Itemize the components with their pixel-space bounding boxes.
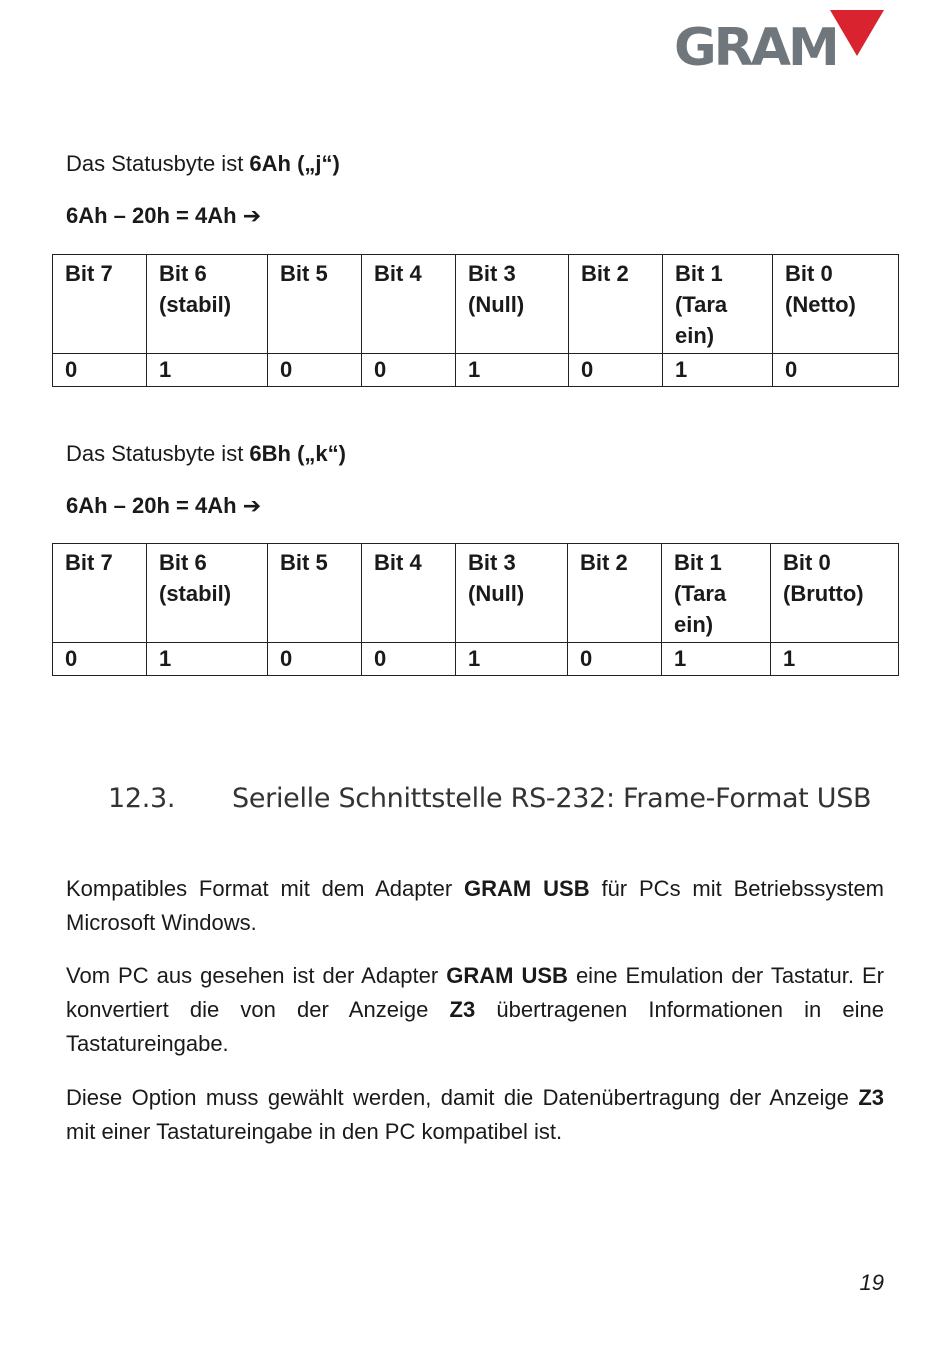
status-prefix: Das Statusbyte ist <box>66 151 250 176</box>
table-header-row <box>53 255 899 354</box>
table-header-row <box>53 544 899 643</box>
paragraph-text: eine Emulation der Tastatur. Er konvertiert die von der Anzeige <box>66 963 884 1022</box>
device-name: Z3 <box>858 1085 884 1110</box>
value-cell: 1 <box>771 643 899 676</box>
red-triangle-icon <box>824 8 886 60</box>
header-cell: Bit 3 (Null) <box>456 255 569 354</box>
gram-logo <box>674 8 888 78</box>
paragraph-text: Diese Option muss gewählt werden, damit die Datenübertragung der Anzeige <box>66 1085 859 1110</box>
device-name: Z3 <box>449 997 476 1022</box>
formula-line-2 <box>66 493 261 519</box>
paragraph-text: Kompatibles Format mit dem Adapter <box>66 876 465 901</box>
page-number: 19 <box>859 1270 884 1295</box>
header-cell: Bit 7 <box>53 544 147 643</box>
status-prefix: Das Statusbyte ist <box>66 441 250 466</box>
logo-wordmark: GRAM <box>674 18 837 78</box>
arrow-right-icon: ➔ <box>242 203 262 228</box>
value-cell: 0 <box>268 643 362 676</box>
value-cell: 0 <box>569 354 663 387</box>
header-cell: Bit 6 (stabil) <box>147 544 268 643</box>
value-cell: 1 <box>456 354 569 387</box>
value-cell: 0 <box>568 643 662 676</box>
value-cell: 1 <box>663 354 773 387</box>
header-cell: Bit 2 <box>568 544 662 643</box>
header-cell: Bit 1 (Tara ein) <box>662 544 771 643</box>
header-cell: Bit 4 <box>362 544 456 643</box>
product-name: GRAM USB <box>446 963 568 988</box>
section-title: Serielle Schnittstelle RS-232: Frame-Format USB <box>232 783 872 814</box>
header-cell: Bit 7 <box>53 255 147 354</box>
section-number: 12.3. <box>108 783 176 814</box>
header-cell: Bit 4 <box>362 255 456 354</box>
formula-text: 6Ah – 20h = 4Ah <box>66 493 237 518</box>
arrow-right-icon: ➔ <box>242 493 262 518</box>
value-cell: 1 <box>147 643 268 676</box>
paragraph-text: übertragenen Informationen in eine Tastatureingabe. <box>66 997 885 1056</box>
value-cell: 1 <box>662 643 771 676</box>
status-value: 6Ah („j“) <box>249 151 340 176</box>
value-cell: 0 <box>362 354 456 387</box>
formula-text: 6Ah – 20h = 4Ah <box>66 203 237 228</box>
value-cell: 0 <box>53 354 147 387</box>
status-bits-table-2 <box>52 543 899 676</box>
paragraph-1 <box>66 872 884 940</box>
header-cell: Bit 3 (Null) <box>456 544 568 643</box>
paragraph-3 <box>66 1081 884 1149</box>
value-cell: 1 <box>147 354 268 387</box>
header-cell: Bit 5 <box>268 544 362 643</box>
status-value: 6Bh („k“) <box>249 441 346 466</box>
paragraph-text: für PCs mit Betriebssystem Microsoft Windows. <box>66 876 885 935</box>
table-value-row <box>53 354 899 387</box>
header-cell: Bit 2 <box>569 255 663 354</box>
status-bits-table-1 <box>52 254 899 387</box>
formula-line-1 <box>66 203 261 229</box>
value-cell: 0 <box>362 643 456 676</box>
product-name: GRAM USB <box>464 876 590 901</box>
paragraph-text: Vom PC aus gesehen ist der Adapter <box>66 963 447 988</box>
paragraph-2 <box>66 959 884 1061</box>
header-cell: Bit 1 (Tara ein) <box>663 255 773 354</box>
value-cell: 0 <box>773 354 899 387</box>
status-line-1 <box>66 151 340 177</box>
header-cell: Bit 0 (Brutto) <box>771 544 899 643</box>
value-cell: 0 <box>53 643 147 676</box>
value-cell: 1 <box>456 643 568 676</box>
value-cell: 0 <box>268 354 362 387</box>
status-line-2 <box>66 441 346 467</box>
paragraph-text: mit einer Tastatureingabe in den PC kompatibel ist. <box>66 1119 563 1144</box>
table-value-row <box>53 643 899 676</box>
header-cell: Bit 0 (Netto) <box>773 255 899 354</box>
header-cell: Bit 5 <box>268 255 362 354</box>
header-cell: Bit 6 (stabil) <box>147 255 268 354</box>
